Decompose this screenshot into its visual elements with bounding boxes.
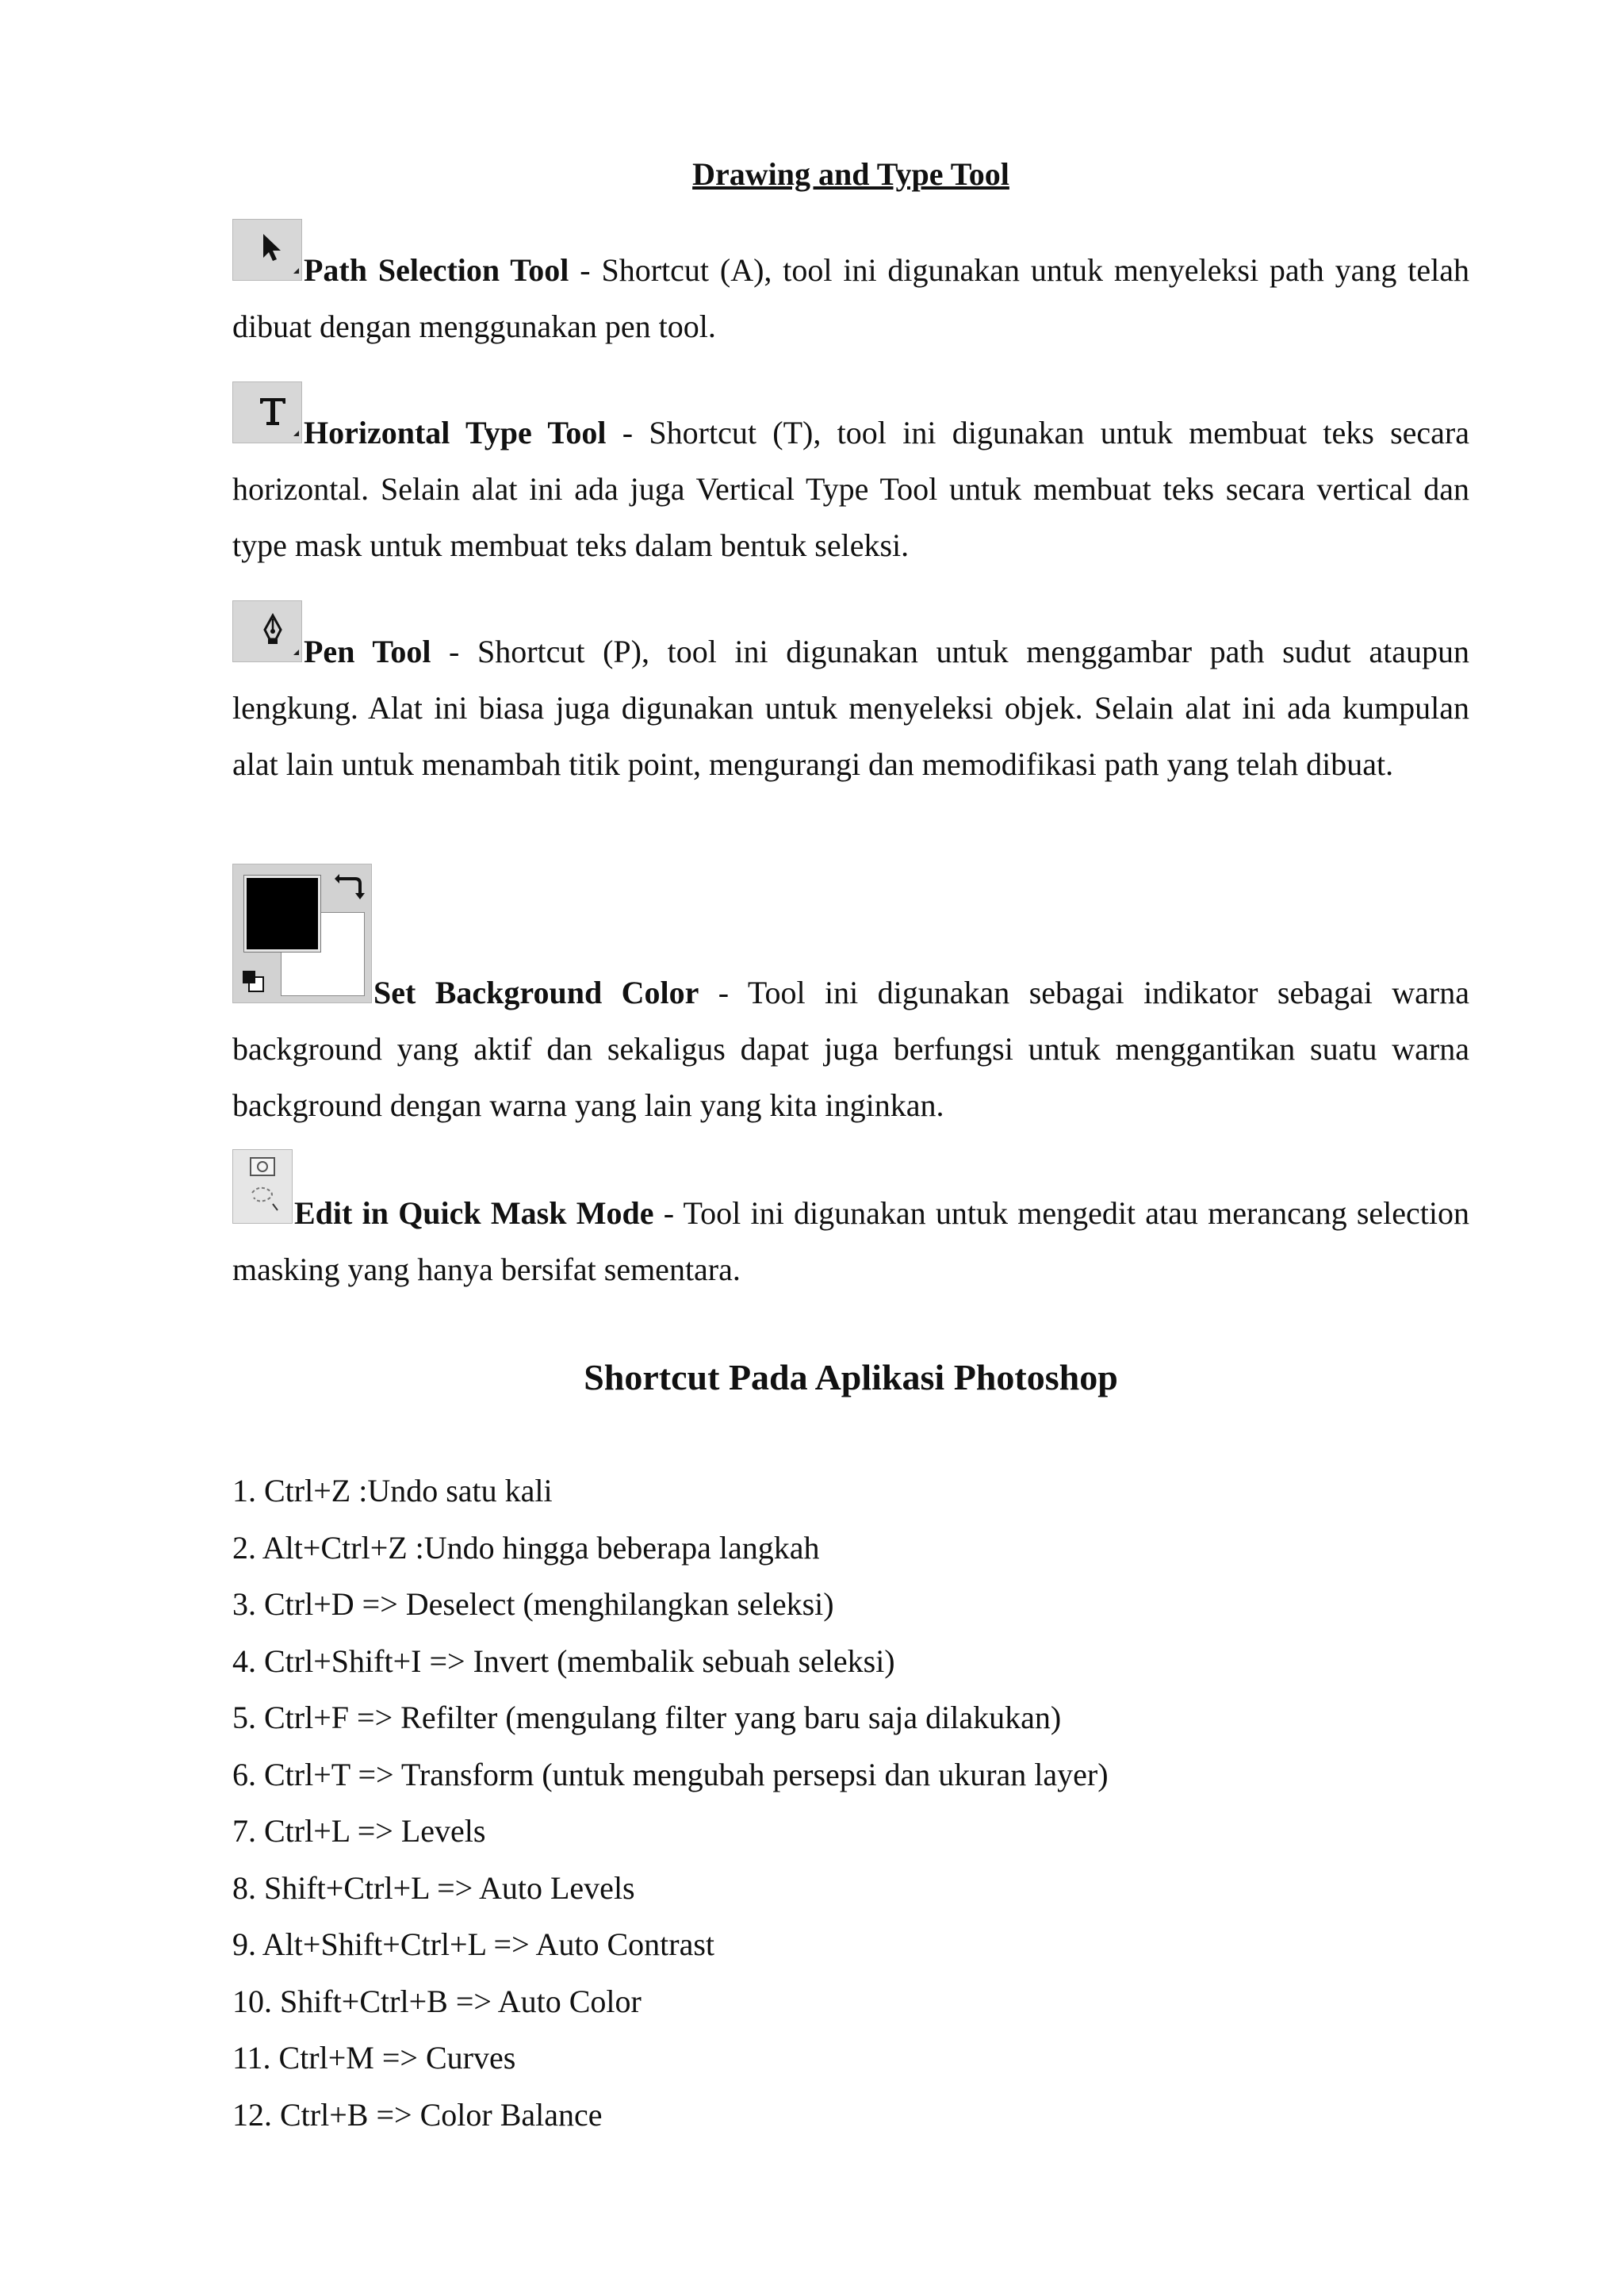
list-item: 6. Ctrl+T => Transform (untuk mengubah persepsi dan ukuran layer) — [232, 1756, 1109, 1792]
shortcut-list — [232, 1462, 1469, 2143]
tool-desc-horizontal-type: - Shortcut (T), tool ini digunakan untuk membuat teks secara horizontal. Selain alat ini ada juga Vertical Type Tool untuk membuat teks secara vertical dan type mask untuk membuat teks dalam bentuk seleksi. — [232, 415, 1469, 563]
list-item: 12. Ctrl+B => Color Balance — [232, 2096, 603, 2133]
list-item: 7. Ctrl+L => Levels — [232, 1813, 486, 1849]
tool-name-path-selection: Path Selection Tool — [304, 252, 569, 288]
section-heading-shortcuts: Shortcut Pada Aplikasi Photoshop — [584, 1357, 1118, 1397]
paragraph-quick-mask-mode — [232, 1149, 1469, 1297]
list-item: 5. Ctrl+F => Refilter (mengulang filter yang baru saja dilakukan) — [232, 1700, 1062, 1735]
quick-mask-mode-icon — [244, 1155, 284, 1218]
spacer — [232, 792, 1469, 864]
section-heading-drawing-type-tool: Drawing and Type Tool — [692, 156, 1009, 192]
list-item: 3. Ctrl+D => Deselect (menghilangkan seleksi) — [232, 1586, 834, 1622]
path-selection-arrow-icon — [232, 219, 302, 281]
tool-desc-quick-mask: - Tool ini digunakan untuk mengedit atau merancang selection masking yang hanya bersifat sementara. — [232, 1195, 1469, 1287]
paragraph-path-selection-tool — [232, 219, 1469, 355]
document-content — [232, 151, 1469, 2143]
default-colors-icon — [241, 969, 265, 993]
type-t-icon — [232, 381, 302, 443]
paragraph-set-background-color — [232, 864, 1469, 1133]
quick-mask-icon — [232, 1149, 293, 1224]
foreground-background-color-icon — [232, 864, 372, 1003]
tool-name-set-background-color: Set Background Color — [373, 975, 699, 1010]
paragraph-horizontal-type-tool — [232, 381, 1469, 573]
tool-flyout-corner-icon — [293, 268, 299, 274]
list-item: 2. Alt+Ctrl+Z :Undo hingga beberapa langkah — [232, 1529, 820, 1566]
tool-name-pen: Pen Tool — [304, 634, 431, 669]
tool-desc-path-selection: - Shortcut (A), tool ini digunakan untuk menyeleksi path yang telah dibuat dengan menggunakan pen tool. — [232, 252, 1469, 344]
list-item: 9. Alt+Shift+Ctrl+L => Auto Contrast — [232, 1926, 715, 1962]
arrow-cursor-icon — [257, 231, 289, 266]
paragraph-pen-tool — [232, 600, 1469, 792]
pen-tool-icon — [257, 612, 289, 647]
letter-t-icon — [257, 393, 289, 428]
tool-flyout-corner-icon — [293, 650, 299, 655]
tool-name-quick-mask: Edit in Quick Mask Mode — [294, 1195, 654, 1231]
list-item: 1. Ctrl+Z :Undo satu kali — [232, 1473, 553, 1508]
foreground-color-swatch — [244, 876, 320, 952]
tool-desc-pen: - Shortcut (P), tool ini digunakan untuk menggambar path sudut ataupun lengkung. Alat ini biasa juga digunakan untuk menyeleksi objek. Selain alat ini ada kumpulan alat lain untuk menambah titik point, mengurangi dan memodifikasi path yang telah dibuat. — [232, 634, 1469, 782]
list-item: 10. Shift+Ctrl+B => Auto Color — [232, 1983, 642, 2019]
list-item: 11. Ctrl+M => Curves — [232, 2040, 516, 2076]
pen-nib-icon — [232, 600, 302, 662]
tool-desc-set-background-color: - Tool ini digunakan sebagai indikator sebagai warna background yang aktif dan sekaligus dapat juga berfungsi untuk menggantikan suatu warna background dengan warna yang lain yang kita inginkan. — [232, 975, 1469, 1123]
tool-flyout-corner-icon — [293, 431, 299, 436]
list-item: 4. Ctrl+Shift+I => Invert (membalik sebuah seleksi) — [232, 1642, 895, 1679]
list-item: 8. Shift+Ctrl+L => Auto Levels — [232, 1869, 635, 1906]
swap-colors-icon — [335, 871, 366, 903]
tool-name-horizontal-type: Horizontal Type Tool — [304, 415, 607, 450]
